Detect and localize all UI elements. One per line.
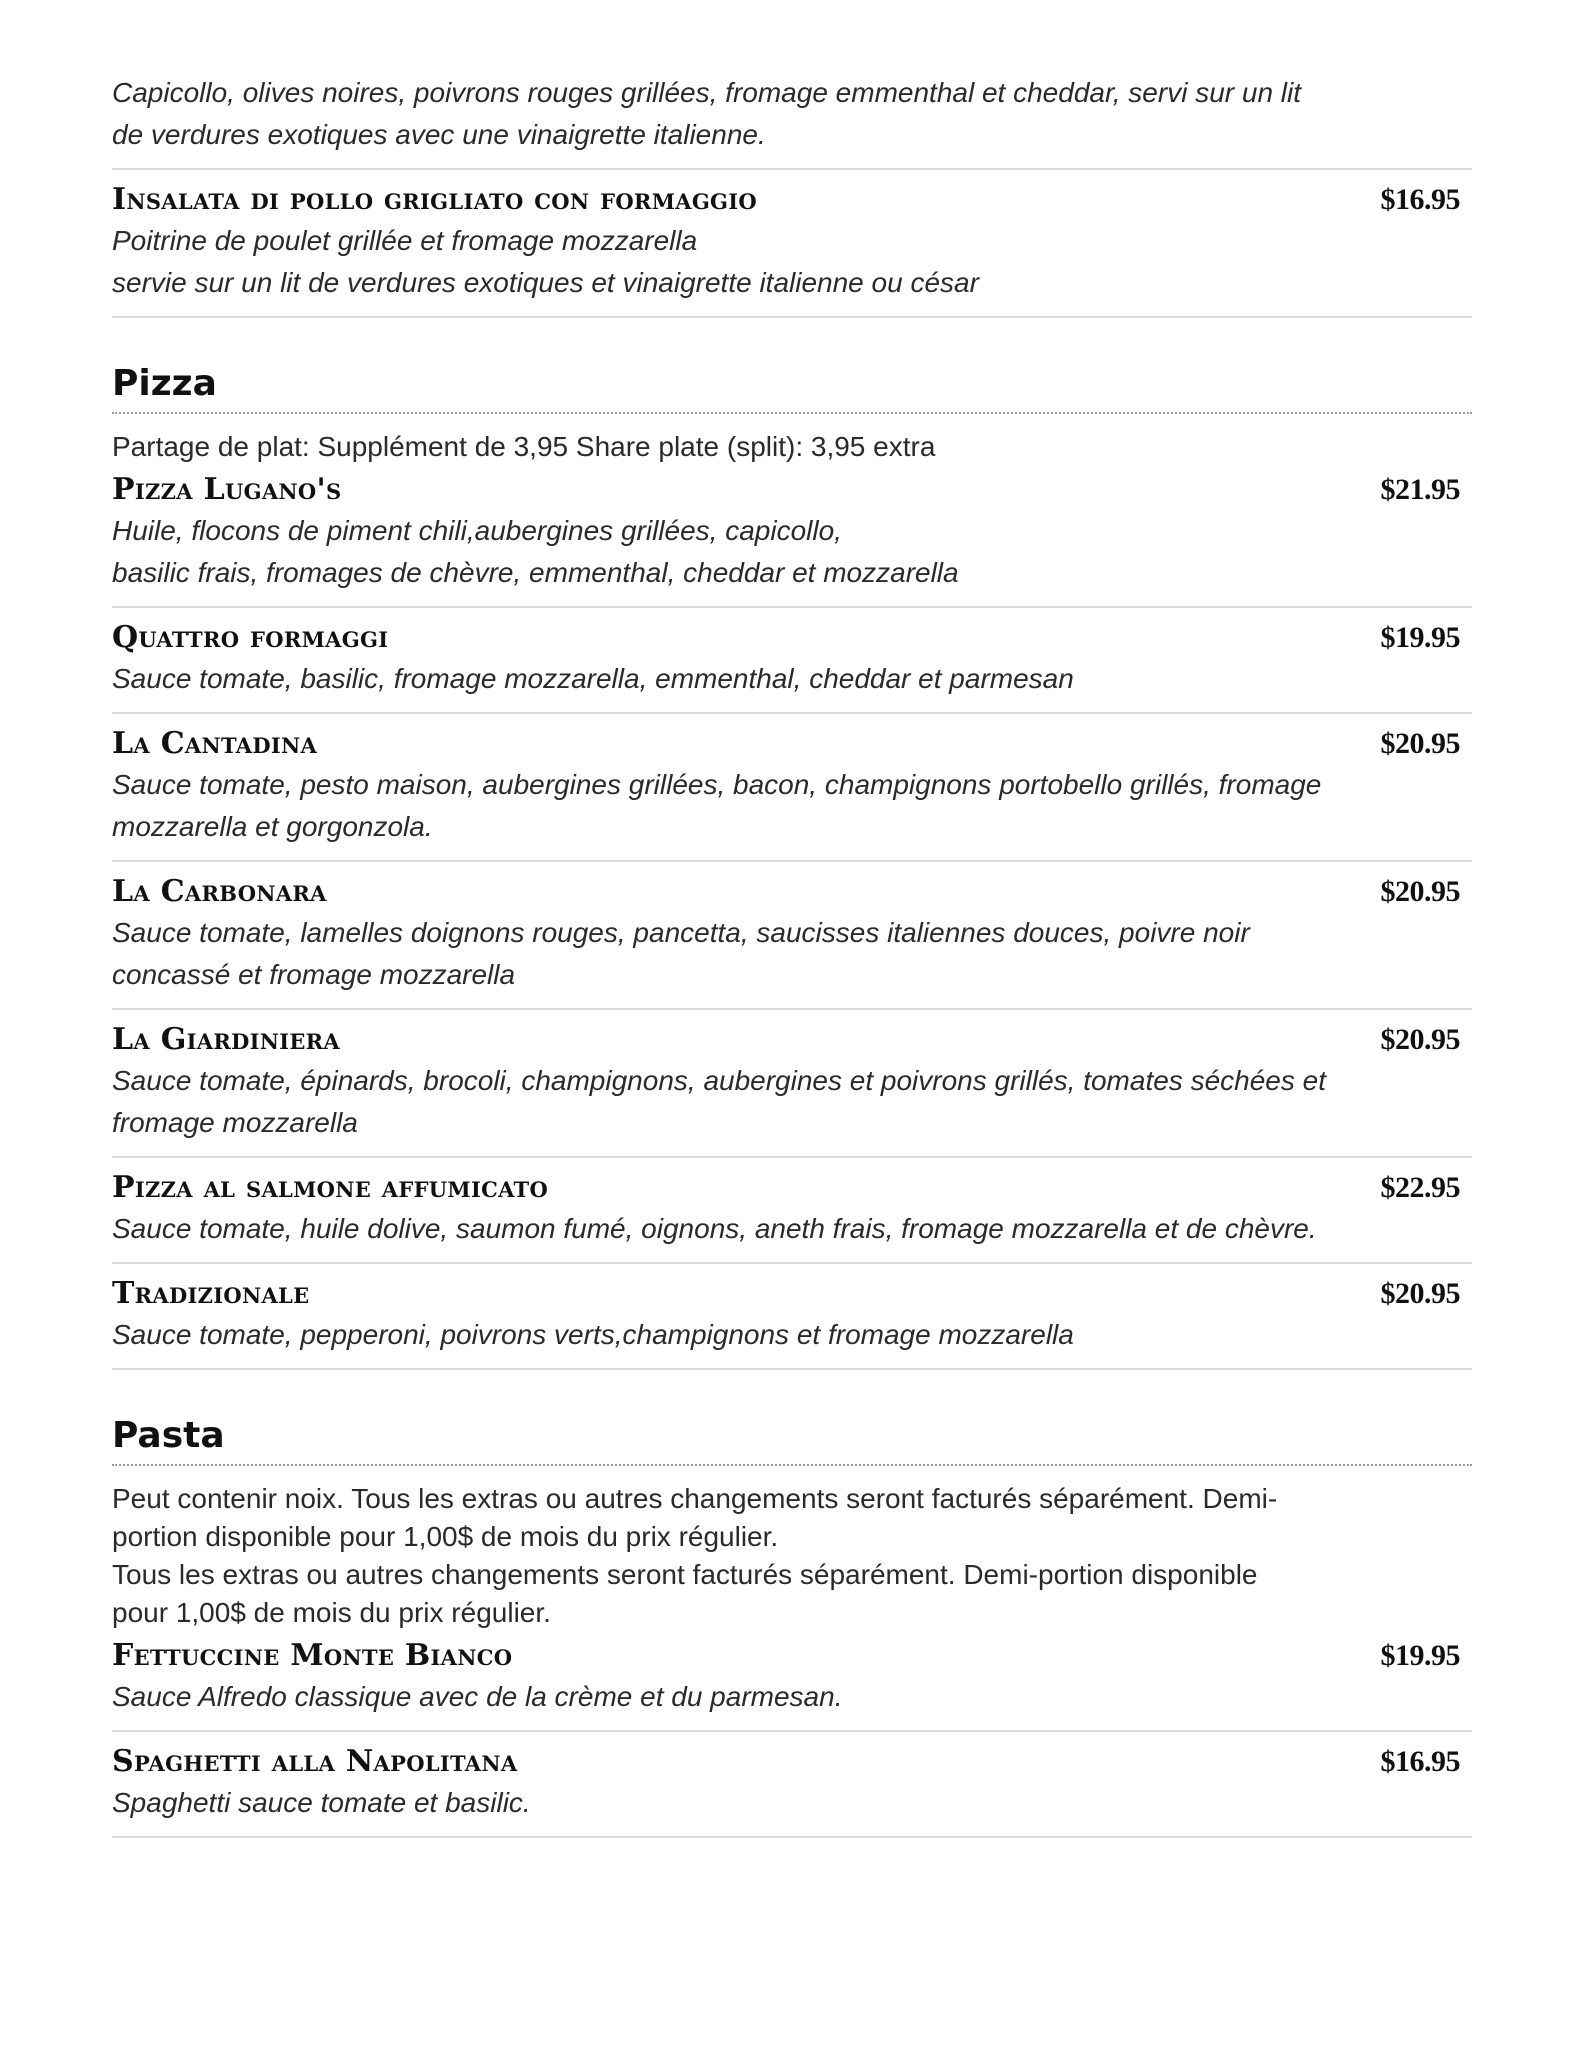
item-price: $16.95 xyxy=(1380,1745,1460,1778)
description-line: basilic frais, fromages de chèvre, emmenthal, cheddar et mozzarella xyxy=(112,557,959,588)
menu-item xyxy=(112,1632,1472,1732)
item-name: La Carbonara xyxy=(112,874,327,909)
item-name: Pizza al salmone affumicato xyxy=(112,1170,549,1205)
description-line: Poitrine de poulet grillée et fromage mozzarella xyxy=(112,225,698,256)
item-price: $20.95 xyxy=(1380,1023,1460,1056)
menu-item xyxy=(112,1010,1472,1158)
item-description xyxy=(112,510,1472,594)
item-price: $19.95 xyxy=(1380,1639,1460,1672)
item-price: $20.95 xyxy=(1380,1277,1460,1310)
item-description xyxy=(112,1314,1472,1356)
description-line: concassé et fromage mozzarella xyxy=(112,959,516,990)
item-description xyxy=(112,764,1472,848)
menu-item xyxy=(112,1264,1472,1370)
item-price: $20.95 xyxy=(1380,875,1460,908)
item-description xyxy=(112,72,1472,156)
item-description xyxy=(112,912,1472,996)
item-description xyxy=(112,1676,1472,1718)
menu-page xyxy=(112,72,1472,1838)
item-description xyxy=(112,220,1472,304)
note-line: Tous les extras ou autres changements seront facturés séparément. Demi-portion disponible xyxy=(112,1559,1258,1590)
description-line: Spaghetti sauce tomate et basilic. xyxy=(112,1787,531,1818)
menu-item xyxy=(112,1732,1472,1838)
section-title-pizza: Pizza xyxy=(112,362,1472,414)
section-note-pasta xyxy=(112,1480,1472,1632)
note-line: pour 1,00$ de mois du prix régulier. xyxy=(112,1597,551,1628)
item-description xyxy=(112,658,1472,700)
item-name: Spaghetti alla Napolitana xyxy=(112,1744,518,1779)
item-description xyxy=(112,1782,1472,1824)
menu-item xyxy=(112,1158,1472,1264)
description-line: de verdures exotiques avec une vinaigrette italienne. xyxy=(112,119,766,150)
item-price: $22.95 xyxy=(1380,1171,1460,1204)
item-description xyxy=(112,1208,1472,1250)
item-name: Fettuccine Monte Bianco xyxy=(112,1638,513,1673)
menu-item xyxy=(112,862,1472,1010)
item-name: La Cantadina xyxy=(112,726,318,761)
description-line: Sauce tomate, pesto maison, aubergines grillées, bacon, champignons portobello grillés, fromage xyxy=(112,769,1322,800)
description-line: Sauce Alfredo classique avec de la crème et du parmesan. xyxy=(112,1681,843,1712)
item-name: Quattro formaggi xyxy=(112,620,389,655)
description-line: Sauce tomate, huile dolive, saumon fumé, oignons, aneth frais, fromage mozzarella et de chèvre. xyxy=(112,1213,1317,1244)
description-line: Huile, flocons de piment chili,aubergines grillées, capicollo, xyxy=(112,515,842,546)
menu-item xyxy=(112,608,1472,714)
description-line: Sauce tomate, pepperoni, poivrons verts,champignons et fromage mozzarella xyxy=(112,1319,1074,1350)
description-line: mozzarella et gorgonzola. xyxy=(112,811,433,842)
menu-item xyxy=(112,714,1472,862)
description-line: Sauce tomate, épinards, brocoli, champignons, aubergines et poivrons grillés, tomates séchées et xyxy=(112,1065,1327,1096)
description-line: Sauce tomate, basilic, fromage mozzarella, emmenthal, cheddar et parmesan xyxy=(112,663,1074,694)
item-name: La Giardiniera xyxy=(112,1022,341,1057)
menu-item xyxy=(112,466,1472,608)
note-line: Peut contenir noix. Tous les extras ou autres changements seront facturés séparément. Demi- xyxy=(112,1483,1278,1514)
item-price: $16.95 xyxy=(1380,183,1460,216)
menu-item xyxy=(112,170,1472,318)
item-price: $21.95 xyxy=(1380,473,1460,506)
item-name: Pizza Lugano's xyxy=(112,472,342,507)
item-price: $19.95 xyxy=(1380,621,1460,654)
menu-item-continued xyxy=(112,72,1472,170)
note-line: portion disponible pour 1,00$ de mois du prix régulier. xyxy=(112,1521,779,1552)
description-line: servie sur un lit de verdures exotiques et vinaigrette italienne ou césar xyxy=(112,267,979,298)
item-price: $20.95 xyxy=(1380,727,1460,760)
note-line: Partage de plat: Supplément de 3,95 Share plate (split): 3,95 extra xyxy=(112,431,936,462)
item-description xyxy=(112,1060,1472,1144)
item-name: Insalata di pollo grigliato con formaggio xyxy=(112,182,758,217)
item-name: Tradizionale xyxy=(112,1276,310,1311)
description-line: Sauce tomate, lamelles doignons rouges, pancetta, saucisses italiennes douces, poivre noir xyxy=(112,917,1250,948)
description-line: fromage mozzarella xyxy=(112,1107,358,1138)
description-line: Capicollo, olives noires, poivrons rouges grillées, fromage emmenthal et cheddar, servi sur un lit xyxy=(112,77,1302,108)
section-note-pizza xyxy=(112,428,1472,466)
section-title-pasta: Pasta xyxy=(112,1414,1472,1466)
